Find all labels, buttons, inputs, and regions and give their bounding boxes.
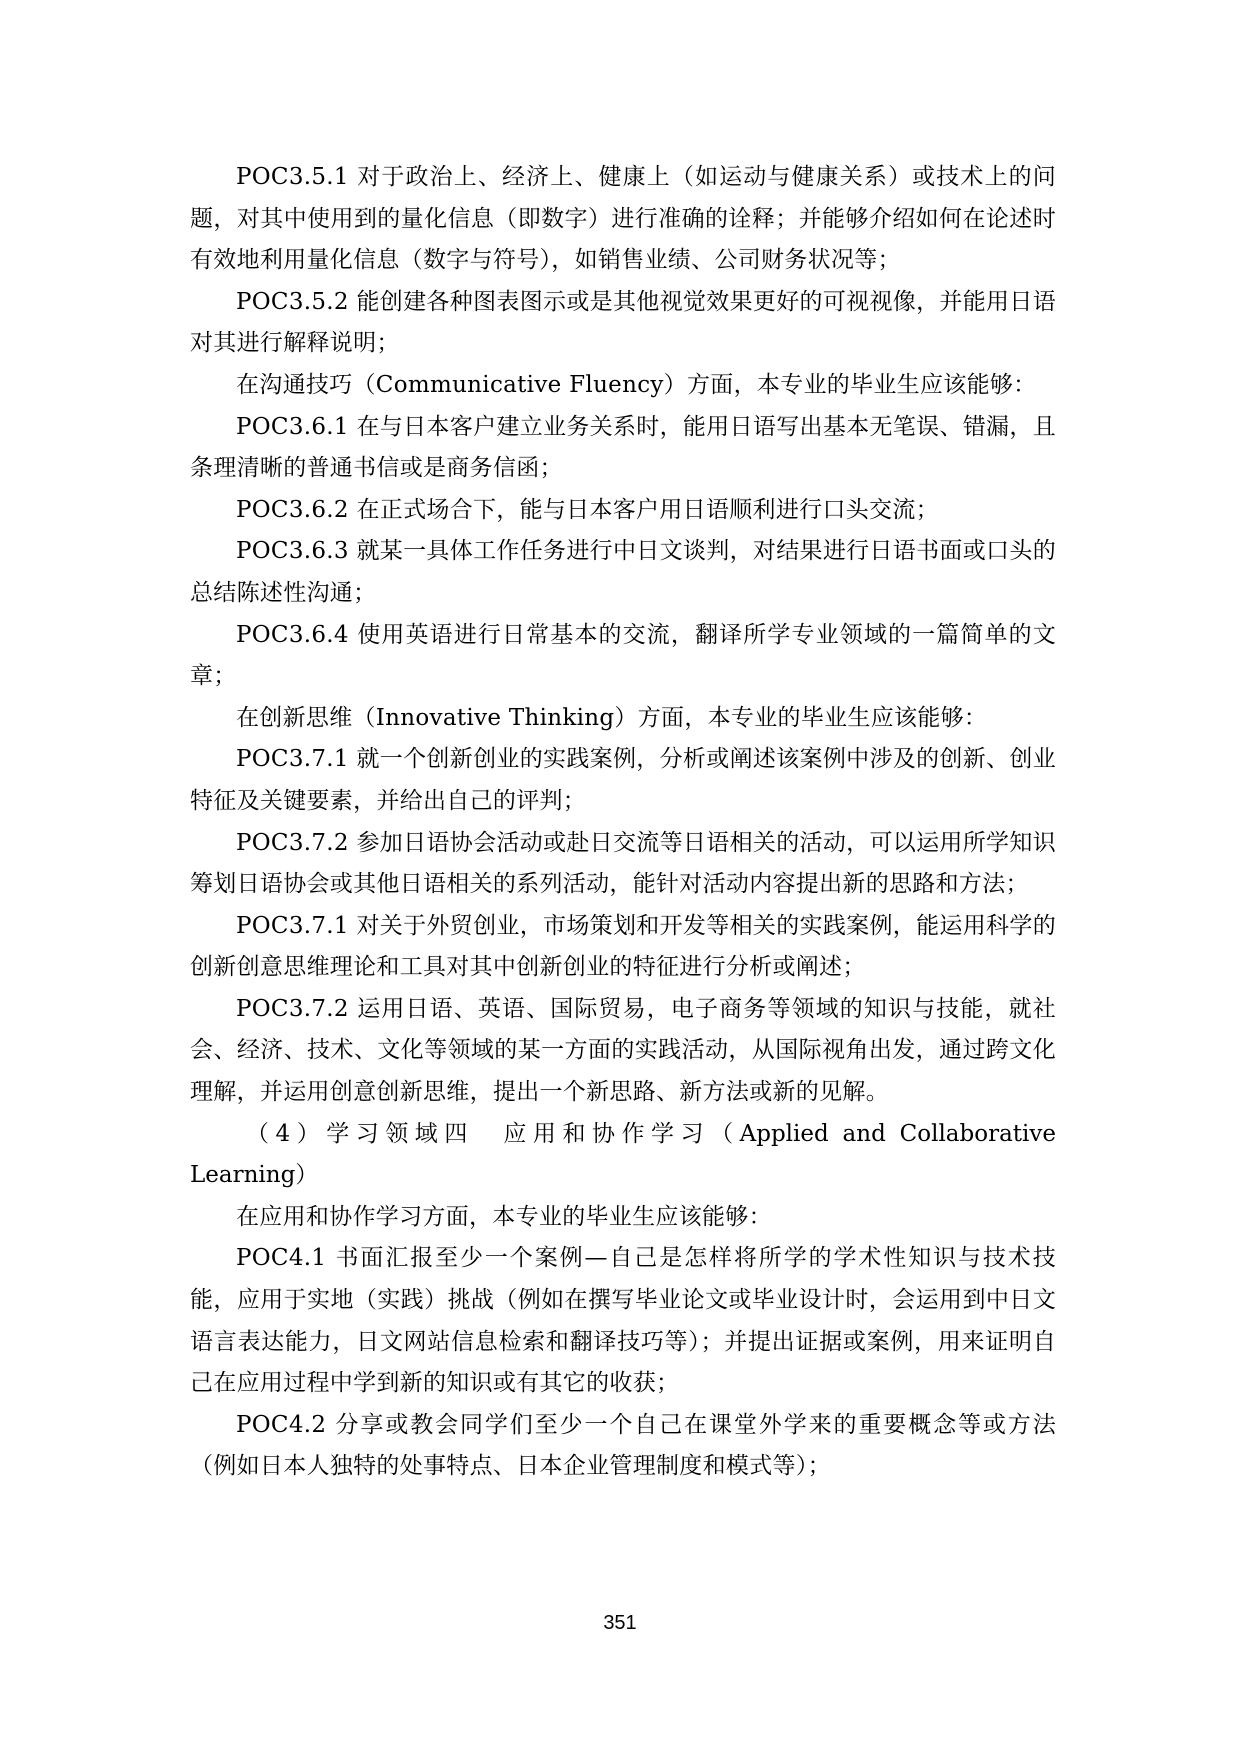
paragraph-poc3-6-3: POC3.6.3 就某一具体工作任务进行中日文谈判，对结果进行日语书面或口头的总结陈述性沟通； — [190, 538, 1056, 606]
page-body — [190, 157, 1056, 1488]
paragraph-innovative-thinking-intro: 在创新思维（Innovative Thinking）方面，本专业的毕业生应该能够： — [236, 704, 988, 731]
paragraph-applied-learning-intro: 在应用和协作学习方面，本专业的毕业生应该能够： — [236, 1203, 772, 1230]
paragraph-poc3-6-2: POC3.6.2 在正式场合下，能与日本客户用日语顺利进行口头交流； — [236, 496, 939, 523]
section-heading-learning-area-4: （4）学习领域四 应用和协作学习（Applied and Collaborative Learning） — [190, 1120, 1056, 1189]
paragraph-poc3-7-2-b: POC3.7.2 运用日语、英语、国际贸易，电子商务等领域的知识与技能，就社会、经济、技术、文化等领域的某一方面的实践活动，从国际视角出发，通过跨文化理解，并运用创意创新思维，提出一个新思路、新方法或新的见解。 — [190, 995, 1056, 1106]
paragraph-poc3-6-1: POC3.6.1 在与日本客户建立业务关系时，能用日语写出基本无笔误、错漏，且条理清晰的普通书信或是商务信函； — [190, 413, 1056, 482]
paragraph-poc3-7-2-a: POC3.7.2 参加日语协会活动或赴日交流等日语相关的活动，可以运用所学知识筹划日语协会或其他日语相关的系列活动，能针对活动内容提出新的思路和方法； — [190, 829, 1056, 898]
paragraph-poc3-5-2: POC3.5.2 能创建各种图表图示或是其他视觉效果更好的可视视像，并能用日语对其进行解释说明； — [190, 288, 1056, 357]
paragraph-poc4-2: POC4.2 分享或教会同学们至少一个自己在课堂外学来的重要概念等或方法（例如日本人独特的处事特点、日本企业管理制度和模式等）； — [190, 1411, 1056, 1480]
paragraph-poc3-7-1-a: POC3.7.1 就一个创新创业的实践案例，分析或阐述该案例中涉及的创新、创业特征及关键要素，并给出自己的评判； — [190, 746, 1056, 814]
page-number: 351 — [603, 1612, 637, 1634]
paragraph-poc4-1: POC4.1 书面汇报至少一个案例—自己是怎样将所学的学术性知识与技术技能，应用于实地（实践）挑战（例如在撰写毕业论文或毕业设计时，会运用到中日文语言表达能力，日文网站信息检索和翻译技巧等）；并提出证据或案例，用来证明自己在应用过程中学到新的知识或有其它的收获； — [190, 1245, 1056, 1397]
paragraph-poc3-5-1: POC3.5.1 对于政治上、经济上、健康上（如运动与健康关系）或技术上的问题，对其中使用到的量化信息（即数字）进行准确的诠释；并能够介绍如何在论述时有效地利用量化信息（数字与符号），如销售业绩、公司财务状况等； — [190, 164, 1056, 274]
paragraph-poc3-6-4: POC3.6.4 使用英语进行日常基本的交流，翻译所学专业领域的一篇简单的文章； — [190, 621, 1056, 690]
paragraph-communicative-fluency-intro: 在沟通技巧（Communicative Fluency）方面，本专业的毕业生应该能够： — [236, 371, 1037, 398]
paragraph-poc3-7-1-b: POC3.7.1 对关于外贸创业，市场策划和开发等相关的实践案例，能运用科学的创新创意思维理论和工具对其中创新创业的特征进行分析或阐述； — [190, 912, 1056, 981]
